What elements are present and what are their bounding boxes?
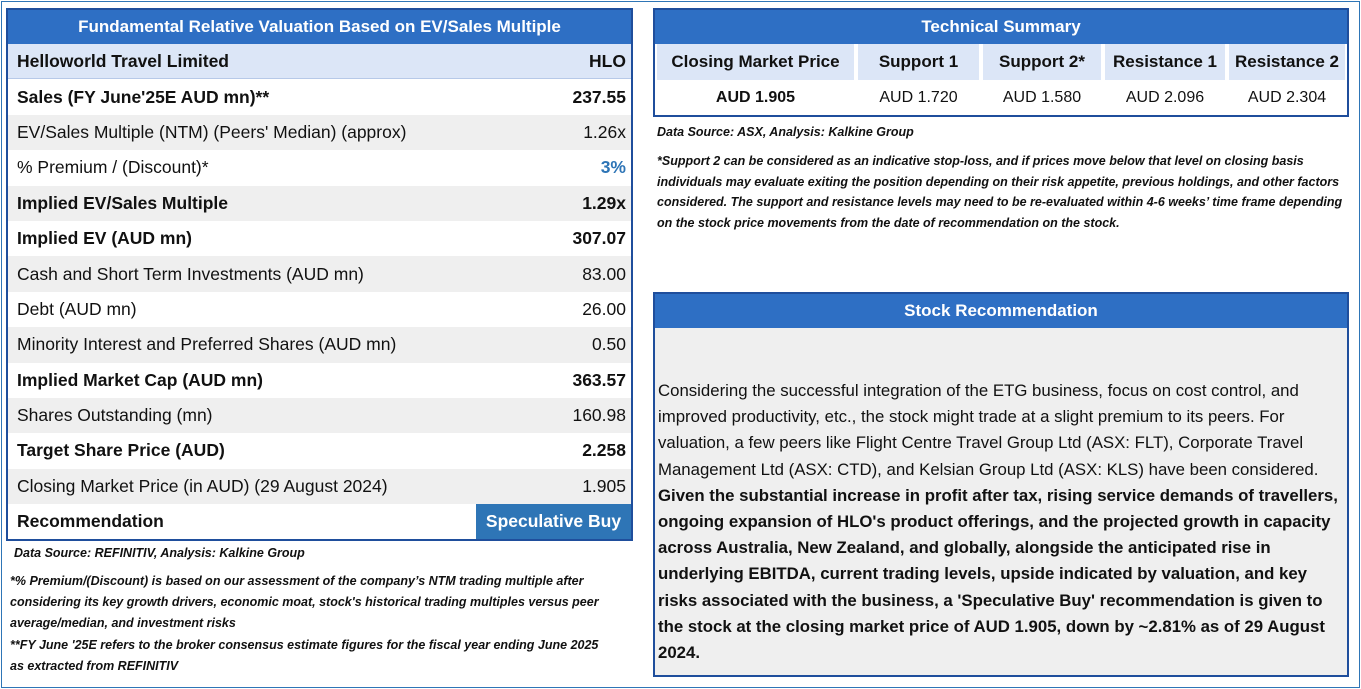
row-label: Recommendation xyxy=(17,511,164,532)
valuation-source: Data Source: REFINITIV, Analysis: Kalkine Group xyxy=(14,546,305,560)
table-row xyxy=(8,469,631,504)
column-header: Support 2* xyxy=(983,44,1101,80)
table-row xyxy=(8,115,631,150)
row-value: 1.905 xyxy=(582,475,626,496)
technical-summary xyxy=(653,8,1349,117)
row-value: 237.55 xyxy=(572,86,626,107)
column-value: AUD 1.720 xyxy=(879,89,958,106)
technical-title: Technical Summary xyxy=(655,10,1347,44)
row-label: Closing Market Price (in AUD) (29 August 2024) xyxy=(17,475,388,496)
technical-note: *Support 2 can be considered as an indicative stop-loss, and if prices move below that level on closing basis individuals may evaluate exiting the position depending on their risk appetite, previous holdings, and other factors considered. The support and resistance levels may need to be re-evaluated within 4-6 weeks’ time frame depending on the stock price movements from the date of recommendation on the stock. xyxy=(657,154,1343,230)
table-row xyxy=(8,221,631,256)
recommendation-row xyxy=(8,504,631,539)
row-value: 0.50 xyxy=(591,334,626,355)
row-label: Sales (FY June'25E AUD mn)** xyxy=(17,86,270,107)
row-label: % Premium / (Discount)* xyxy=(17,157,209,178)
row-value: 160.98 xyxy=(572,405,626,426)
company-row xyxy=(8,44,631,79)
technical-source: Data Source: ASX, Analysis: Kalkine Group xyxy=(657,125,914,139)
company-ticker: HLO xyxy=(589,50,626,71)
valuation-title: Fundamental Relative Valuation Based on EV/Sales Multiple xyxy=(8,10,631,44)
column-value: AUD 1.580 xyxy=(1002,89,1082,106)
row-label: Implied EV (AUD mn) xyxy=(17,228,193,249)
technical-column xyxy=(981,44,1103,115)
row-value: 2.258 xyxy=(582,440,626,461)
column-header: Resistance 1 xyxy=(1105,44,1225,80)
column-header: Resistance 2 xyxy=(1229,44,1345,80)
row-label: Debt (AUD mn) xyxy=(17,298,137,319)
valuation-note-premium: *% Premium/(Discount) is based on our assessment of the company’s NTM trading multiple after considering its key growth drivers, economic moat, stock's historical trading multiples versus peer average/median, and investment risks xyxy=(10,574,599,630)
table-row xyxy=(8,292,631,327)
row-label: EV/Sales Multiple (NTM) (Peers' Median) (approx) xyxy=(17,121,407,142)
table-row xyxy=(8,398,631,433)
row-value: 363.57 xyxy=(572,369,626,390)
column-value: AUD 2.096 xyxy=(1125,89,1205,106)
row-label: Minority Interest and Preferred Shares (AUD mn) xyxy=(17,334,397,355)
company-name: Helloworld Travel Limited xyxy=(17,50,229,71)
stock-recommendation xyxy=(653,292,1349,677)
table-row xyxy=(8,433,631,468)
recommendation-title: Stock Recommendation xyxy=(655,294,1347,328)
valuation-table xyxy=(6,8,633,541)
column-value: AUD 2.304 xyxy=(1247,89,1327,106)
row-value: 1.26x xyxy=(583,121,626,142)
technical-column xyxy=(1103,44,1227,115)
table-row xyxy=(8,186,631,221)
table-row xyxy=(8,150,631,185)
technical-columns xyxy=(655,44,1347,115)
technical-column xyxy=(655,44,856,115)
row-label: Implied EV/Sales Multiple xyxy=(17,192,229,213)
recommendation-body xyxy=(655,328,1347,666)
technical-column xyxy=(1227,44,1347,115)
row-label: Shares Outstanding (mn) xyxy=(17,405,213,426)
table-row xyxy=(8,327,631,362)
row-value: 83.00 xyxy=(582,263,626,284)
row-label: Cash and Short Term Investments (AUD mn) xyxy=(17,263,364,284)
column-header: Support 1 xyxy=(858,44,979,80)
recommendation-badge: Speculative Buy xyxy=(476,504,631,539)
premium-value: 3% xyxy=(600,157,626,178)
technical-column xyxy=(856,44,981,115)
row-value: 307.07 xyxy=(572,228,626,249)
table-row xyxy=(8,79,631,114)
recommendation-text: Considering the successful integration of the ETG business, focus on cost control, and improved productivity, etc., the stock might trade at a slight premium to its peers. For valuation, a few peers like Flight Centre Travel Group Ltd (ASX: FLT), Corporate Travel Management Ltd (ASX: CTD), and Kelsian Group Ltd (ASX: KLS) have been considered. xyxy=(658,381,1319,479)
column-value: AUD 1.905 xyxy=(715,89,796,106)
column-header: Closing Market Price xyxy=(657,44,854,80)
valuation-note-fy: **FY June '25E refers to the broker consensus estimate figures for the fiscal year ending June 2025 as extracted from REFINITIV xyxy=(10,638,599,673)
recommendation-text-bold: Given the substantial increase in profit after tax, rising service demands of travellers, ongoing expansion of HLO's product offerings, and the projected growth in capacity across Australia, New Zealand, and globally, alongside the anticipated rise in underlying EBITDA, current trading levels, upside indicated by valuation, and key risks associated with the business, a 'Speculative Buy' recommendation is given to the stock at the closing market price of AUD 1.905, down by ~2.81% as of 29 August 2024. xyxy=(658,485,1338,663)
row-label: Target Share Price (AUD) xyxy=(17,440,225,461)
row-value: 1.29x xyxy=(582,192,626,213)
row-value: 26.00 xyxy=(582,298,626,319)
table-row xyxy=(8,256,631,291)
table-row xyxy=(8,363,631,398)
row-label: Implied Market Cap (AUD mn) xyxy=(17,369,263,390)
